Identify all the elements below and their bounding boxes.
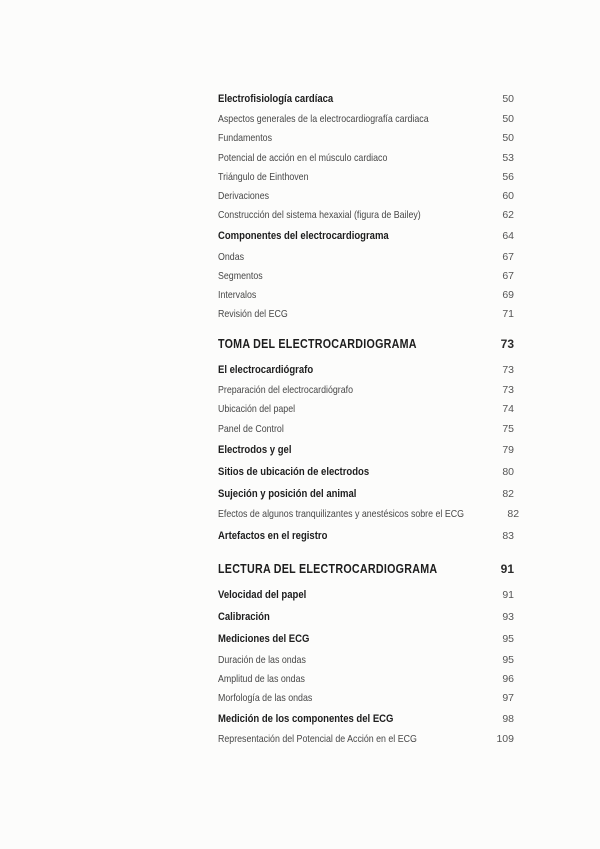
toc-entry-label: Fundamentos xyxy=(218,133,273,145)
toc-page-number: 97 xyxy=(502,691,514,704)
toc-section-label: Electrodos y gel xyxy=(218,443,292,456)
toc-entry-label: Preparación del electrocardiógrafo xyxy=(218,385,354,397)
toc-row-entry xyxy=(218,251,514,264)
toc-page-number: 83 xyxy=(502,529,514,542)
toc-entry-label: Efectos de algunos tranquilizantes y anestésicos sobre el ECG xyxy=(218,509,464,521)
toc-entry-label: Triángulo de Einthoven xyxy=(218,171,309,183)
toc-page-number: 50 xyxy=(502,93,514,105)
toc-row-entry xyxy=(218,508,520,521)
toc-page-number: 64 xyxy=(502,230,514,243)
toc-section-label: Componentes del electrocardiograma xyxy=(218,230,389,243)
toc-row-entry xyxy=(218,152,514,165)
toc-page-number: 95 xyxy=(502,633,514,646)
toc-entry-label: Representación del Potencial de Acción en el ECG xyxy=(218,734,417,746)
toc-row-section xyxy=(218,589,514,601)
toc-row-section xyxy=(218,444,514,456)
toc-page-number: 60 xyxy=(502,189,514,202)
toc-entry-label: Revisión del ECG xyxy=(218,309,288,321)
toc-page-number: 82 xyxy=(502,488,514,501)
toc-page-number: 96 xyxy=(502,672,514,685)
toc-row-section xyxy=(218,364,514,376)
toc-page-number: 50 xyxy=(502,132,514,145)
toc-page-number: 80 xyxy=(502,465,514,478)
toc-entry-label: Morfología de las ondas xyxy=(218,692,313,704)
toc-entry-label: Segmentos xyxy=(218,270,263,282)
toc-entry-label: Amplitud de las ondas xyxy=(218,673,305,685)
toc-section-label: Calibración xyxy=(218,611,270,624)
toc-row-section xyxy=(218,530,514,542)
toc-row-entry xyxy=(218,113,514,126)
toc-page-number: 91 xyxy=(500,562,514,576)
toc-row-entry xyxy=(218,209,514,222)
toc-section-label: Sitios de ubicación de electrodos xyxy=(218,465,370,478)
toc-entry-label: Intervalos xyxy=(218,289,257,301)
toc-chapter-label: TOMA DEL ELECTROCARDIOGRAMA xyxy=(218,337,417,351)
toc-page-number: 67 xyxy=(502,269,514,282)
toc-row-entry xyxy=(218,270,514,283)
toc-page-number: 82 xyxy=(507,508,520,521)
toc-page-number: 98 xyxy=(502,713,514,726)
toc-row-entry xyxy=(218,733,514,746)
toc-entry-label: Duración de las ondas xyxy=(218,654,306,666)
toc-row-entry xyxy=(218,171,514,184)
toc-page-number: 67 xyxy=(502,250,514,263)
toc-row-entry xyxy=(218,384,514,397)
toc-page-number: 73 xyxy=(502,384,514,397)
toc-row-entry xyxy=(218,692,514,705)
toc-entry-label: Aspectos generales de la electrocardiografía cardiaca xyxy=(218,114,429,126)
toc-row-chapter xyxy=(218,336,514,352)
toc-entry-label: Construcción del sistema hexaxial (figura de Bailey) xyxy=(218,210,421,222)
toc-page-number: 93 xyxy=(502,611,514,624)
toc-row-section xyxy=(218,488,514,500)
toc-page-number: 75 xyxy=(502,422,514,435)
toc-row-entry xyxy=(218,190,514,203)
toc-section-label: Electrofisiología cardíaca xyxy=(218,93,334,105)
toc-entry-label: Ubicación del papel xyxy=(218,404,296,416)
toc-entry-label: Ondas xyxy=(218,251,245,263)
toc-entry-label: Potencial de acción en el músculo cardiaco xyxy=(218,152,388,164)
toc-page-number: 62 xyxy=(502,209,514,222)
toc-row-section xyxy=(218,230,514,242)
toc-row-entry xyxy=(218,403,514,416)
toc-section-label: Sujeción y posición del animal xyxy=(218,488,357,501)
toc-page-number: 91 xyxy=(502,589,514,601)
toc-row-section xyxy=(218,466,514,478)
toc-section-label: Medición de los componentes del ECG xyxy=(218,713,394,726)
toc-row-section xyxy=(218,611,514,623)
toc-page-number: 74 xyxy=(502,403,514,416)
toc-section-label: El electrocardiógrafo xyxy=(218,364,314,376)
toc-page-number: 53 xyxy=(502,151,514,164)
toc-page-number: 109 xyxy=(496,733,514,746)
toc-row-entry xyxy=(218,654,514,667)
toc-page-number: 56 xyxy=(502,170,514,183)
toc-row-entry xyxy=(218,289,514,302)
toc-row-entry xyxy=(218,132,514,145)
toc-page-number: 73 xyxy=(502,364,514,376)
toc-row-section xyxy=(218,633,514,645)
toc-entry-label: Derivaciones xyxy=(218,190,270,202)
toc-page-number: 79 xyxy=(502,443,514,456)
toc-row-chapter xyxy=(218,561,514,577)
toc-section-label: Mediciones del ECG xyxy=(218,633,310,646)
toc-page-number: 95 xyxy=(502,653,514,666)
toc-section-label: Velocidad del papel xyxy=(218,589,307,601)
toc-row-section xyxy=(218,93,514,105)
toc-page-number: 71 xyxy=(502,308,514,321)
toc-row-entry xyxy=(218,423,514,436)
toc-row-entry xyxy=(218,673,514,686)
toc-row-section xyxy=(218,713,514,725)
toc-page-number: 69 xyxy=(502,288,514,301)
toc-section-label: Artefactos en el registro xyxy=(218,529,328,542)
toc-section-block xyxy=(218,336,520,550)
toc-row-entry xyxy=(218,308,514,321)
toc-section-block xyxy=(218,91,514,327)
toc-page-number: 50 xyxy=(502,113,514,126)
toc-page-number: 73 xyxy=(500,337,514,351)
toc-section-block xyxy=(218,561,514,753)
toc-chapter-label: LECTURA DEL ELECTROCARDIOGRAMA xyxy=(218,562,438,576)
toc-entry-label: Panel de Control xyxy=(218,423,284,435)
